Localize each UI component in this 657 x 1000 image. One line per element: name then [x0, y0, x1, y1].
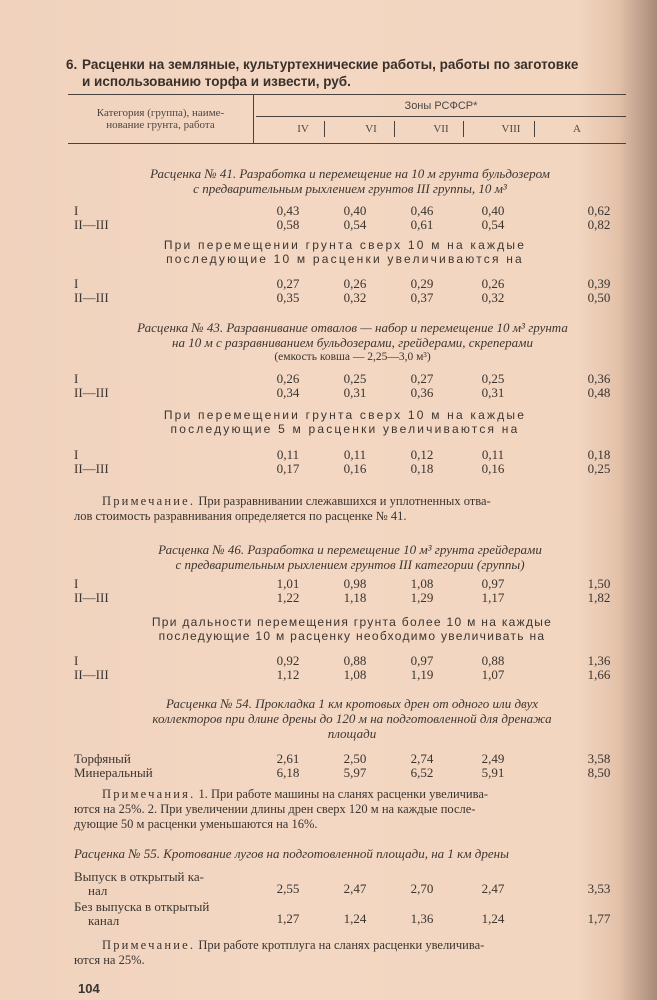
value-cell: 0,27: [410, 371, 434, 386]
rate-54-notes: [74, 787, 626, 832]
row-label: [74, 900, 209, 928]
value-cell: 0,32: [481, 290, 505, 305]
zone-vi-header: VI: [365, 123, 377, 135]
value-cell: 0,27: [276, 276, 300, 291]
zones-header: Зоны РСФСР*: [404, 100, 478, 112]
value-cell: 0,97: [481, 576, 505, 591]
value-cell: 0,43: [276, 203, 300, 218]
rate-54-title: [72, 696, 632, 741]
heading-line-2: и использованию торфа и извести, руб.: [82, 74, 351, 89]
row-label: I: [74, 447, 79, 462]
value-cell: 0,40: [343, 203, 367, 218]
row-label: I: [74, 576, 79, 591]
value-cell: 0,31: [343, 385, 367, 400]
increment-line-2: последующие 10 м расценки увеличиваются на: [166, 252, 524, 266]
value-cell: 2,70: [410, 881, 434, 896]
value-cell: 6,18: [276, 765, 300, 780]
value-cell: 1,17: [481, 590, 505, 605]
value-cell: 0,88: [343, 653, 367, 668]
note-text: ются на 25%. 2. При увеличении длины дрен сверх 120 м на каждые после-: [74, 802, 476, 816]
value-cell: 1,19: [410, 667, 434, 682]
rate-54-title-line-2: коллекторов при длине дрены до 120 м на подготовленной для дренажа: [152, 711, 552, 726]
note-label: Примечания.: [102, 787, 196, 801]
value-cell: 1,01: [276, 576, 300, 591]
rate-54-title-line-1: Расценка № 54. Прокладка 1 км кротовых дрен от одного или двух: [165, 696, 539, 711]
zone-a-header: А: [573, 123, 581, 135]
row-label: Минеральный: [74, 765, 153, 780]
value-cell: 1,18: [343, 590, 367, 605]
value-cell: 0,16: [343, 461, 367, 476]
note-text: При разравнивании слежавшихся и уплотненных отва-: [195, 494, 491, 508]
value-cell: 2,55: [276, 881, 300, 896]
rate-41-title: [70, 166, 630, 196]
value-cell: 2,49: [481, 751, 505, 766]
value-cell: 0,34: [276, 385, 300, 400]
increment-line-1: При перемещении грунта сверх 10 м на каждые: [163, 408, 527, 422]
table-row: [74, 291, 634, 305]
table-row: [74, 752, 634, 766]
table-row: [74, 218, 634, 232]
divider: [463, 121, 464, 137]
value-cell: 0,25: [343, 371, 367, 386]
value-cell: 0,11: [481, 447, 505, 462]
value-cell: 2,50: [343, 751, 367, 766]
table-row: [74, 204, 634, 218]
rate-55-note: [74, 938, 626, 968]
note-text: лов стоимость разравнивания определяется по расценке № 41.: [74, 509, 407, 523]
category-header-line-2: нование грунта, работа: [106, 119, 215, 131]
rate-43-title-line-3: (емкость ковша — 2,25—3,0 м³): [274, 351, 431, 363]
value-cell: 1,24: [481, 911, 505, 926]
row-label: II—III: [74, 385, 109, 400]
value-cell: 0,37: [410, 290, 434, 305]
section-heading: [66, 56, 626, 90]
value-cell: 0,25: [587, 461, 611, 476]
zone-viii-header: VIII: [501, 123, 521, 135]
rate-46-increment-note: [72, 615, 632, 643]
value-cell: 0,32: [343, 290, 367, 305]
table-header: [68, 94, 626, 144]
value-cell: 0,35: [276, 290, 300, 305]
value-cell: 1,50: [587, 576, 611, 591]
value-cell: 3,53: [587, 881, 611, 896]
rate-41-title-line-2: с предварительным рыхлением грунтов III группы, 10 м³: [193, 181, 507, 196]
table-row: [74, 900, 634, 930]
value-cell: 1,77: [587, 911, 611, 926]
value-cell: 0,46: [410, 203, 434, 218]
table-row: [74, 448, 634, 462]
heading-number: 6.: [66, 57, 78, 72]
value-cell: 0,48: [587, 385, 611, 400]
divider: [394, 121, 395, 137]
value-cell: 0,98: [343, 576, 367, 591]
row-label: I: [74, 276, 79, 291]
note-text: ются на 25%.: [74, 953, 145, 967]
value-cell: 0,29: [410, 276, 434, 291]
row-label: Торфяный: [74, 751, 131, 766]
value-cell: 0,17: [276, 461, 300, 476]
value-cell: 2,47: [481, 881, 505, 896]
value-cell: 0,88: [481, 653, 505, 668]
row-label-line-1: Без выпуска в открытый: [74, 899, 210, 914]
value-cell: 1,29: [410, 590, 434, 605]
value-cell: 5,91: [481, 765, 505, 780]
value-cell: 0,16: [481, 461, 505, 476]
row-label: [74, 870, 204, 898]
rate-55-title-line-1: Расценка № 55. Кротование лугов на подготовленной площади, на 1 км дрены: [74, 846, 509, 861]
row-label: II—III: [74, 667, 109, 682]
value-cell: 0,25: [481, 371, 505, 386]
category-header-line-1: Категория (группа), наиме-: [96, 107, 225, 119]
page-number: 104: [78, 981, 100, 996]
value-cell: 5,97: [343, 765, 367, 780]
value-cell: 1,82: [587, 590, 611, 605]
value-cell: 0,54: [343, 217, 367, 232]
category-column-header: [68, 95, 254, 143]
value-cell: 1,24: [343, 911, 367, 926]
value-cell: 0,50: [587, 290, 611, 305]
table-row: [74, 668, 634, 682]
increment-line-2: последующие 10 м расценку необходимо увеличивать на: [158, 629, 546, 643]
value-cell: 0,61: [410, 217, 434, 232]
increment-line-2: последующие 5 м расценки увеличиваются на: [170, 422, 520, 436]
value-cell: 0,31: [481, 385, 505, 400]
value-cell: 1,66: [587, 667, 611, 682]
row-label: II—III: [74, 217, 109, 232]
table-row: [74, 654, 634, 668]
value-cell: 2,74: [410, 751, 434, 766]
row-label: I: [74, 203, 79, 218]
value-cell: 1,36: [587, 653, 611, 668]
value-cell: 0,26: [343, 276, 367, 291]
table-row: [74, 372, 634, 386]
rate-46-title: [70, 542, 630, 572]
value-cell: 1,08: [410, 576, 434, 591]
rate-46-title-line-2: с предварительным рыхлением грунтов III категории (группы): [175, 557, 525, 572]
value-cell: 6,52: [410, 765, 434, 780]
value-cell: 0,11: [276, 447, 300, 462]
value-cell: 0,12: [410, 447, 434, 462]
value-cell: 1,27: [276, 911, 300, 926]
increment-line-1: При дальности перемещения грунта более 10 м на каждые: [151, 615, 553, 629]
value-cell: 0,18: [410, 461, 434, 476]
rate-54-title-line-3: площади: [327, 726, 377, 741]
row-label: II—III: [74, 590, 109, 605]
row-label-line-2: нал: [88, 883, 108, 898]
rate-43-increment-note: [100, 408, 590, 436]
table-row: [74, 462, 634, 476]
value-cell: 0,11: [343, 447, 367, 462]
value-cell: 2,47: [343, 881, 367, 896]
divider: [534, 121, 535, 137]
row-label: II—III: [74, 461, 109, 476]
value-cell: 3,58: [587, 751, 611, 766]
note-text: 1. При работе машины на сланях расценки увеличива-: [195, 787, 489, 801]
value-cell: 0,36: [587, 371, 611, 386]
rate-43-note: [74, 494, 626, 524]
value-cell: 1,12: [276, 667, 300, 682]
value-cell: 0,54: [481, 217, 505, 232]
value-cell: 0,36: [410, 385, 434, 400]
divider: [324, 121, 325, 137]
increment-line-1: При перемещении грунта сверх 10 м на каждые: [163, 238, 527, 252]
value-cell: 0,26: [276, 371, 300, 386]
zone-iv-header: IV: [297, 123, 309, 135]
rate-41-increment-note: [100, 238, 590, 266]
table-row: [74, 766, 634, 780]
note-text: При работе кротплуга на сланях расценки увеличива-: [195, 938, 485, 952]
note-text: дующие 50 м расценки уменьшаются на 16%.: [74, 817, 318, 831]
rate-43-title-line-2: на 10 м с разравниванием бульдозерами, грейдерами, скреперами: [172, 335, 533, 350]
rate-55-title: [74, 846, 634, 861]
rate-43-title-line-1: Расценка № 43. Разравнивание отвалов — набор и перемещение 10 м³ грунта: [137, 320, 568, 335]
rate-46-title-line-1: Расценка № 46. Разработка и перемещение 10 м³ грунта грейдерами: [158, 542, 542, 557]
value-cell: 8,50: [587, 765, 611, 780]
value-cell: 1,08: [343, 667, 367, 682]
table-row: [74, 591, 634, 605]
table-row: [74, 386, 634, 400]
zone-vii-header: VII: [433, 123, 449, 135]
table-row: [74, 870, 634, 900]
value-cell: 0,40: [481, 203, 505, 218]
value-cell: 0,26: [481, 276, 505, 291]
heading-line-1: Расценки на земляные, культуртехнические работы, работы по заготовке: [82, 57, 579, 72]
value-cell: 1,36: [410, 911, 434, 926]
note-label: Примечание.: [102, 938, 196, 952]
value-cell: 0,82: [587, 217, 611, 232]
note-label: Примечание.: [102, 494, 196, 508]
value-cell: 1,07: [481, 667, 505, 682]
row-label: I: [74, 653, 79, 668]
row-label-line-1: Выпуск в открытый ка-: [74, 869, 204, 884]
value-cell: 2,61: [276, 751, 300, 766]
row-label: II—III: [74, 290, 109, 305]
value-cell: 0,58: [276, 217, 300, 232]
table-row: [74, 277, 634, 291]
table-row: [74, 577, 634, 591]
value-cell: 0,92: [276, 653, 300, 668]
value-cell: 0,39: [587, 276, 611, 291]
rate-43-title: [70, 320, 635, 365]
value-cell: 1,22: [276, 590, 300, 605]
divider: [256, 116, 626, 117]
value-cell: 0,62: [587, 203, 611, 218]
value-cell: 0,97: [410, 653, 434, 668]
rate-41-title-line-1: Расценка № 41. Разработка и перемещение на 10 м грунта бульдозером: [150, 166, 550, 181]
row-label-line-2: канал: [88, 913, 120, 928]
value-cell: 0,18: [587, 447, 611, 462]
row-label: I: [74, 371, 79, 386]
